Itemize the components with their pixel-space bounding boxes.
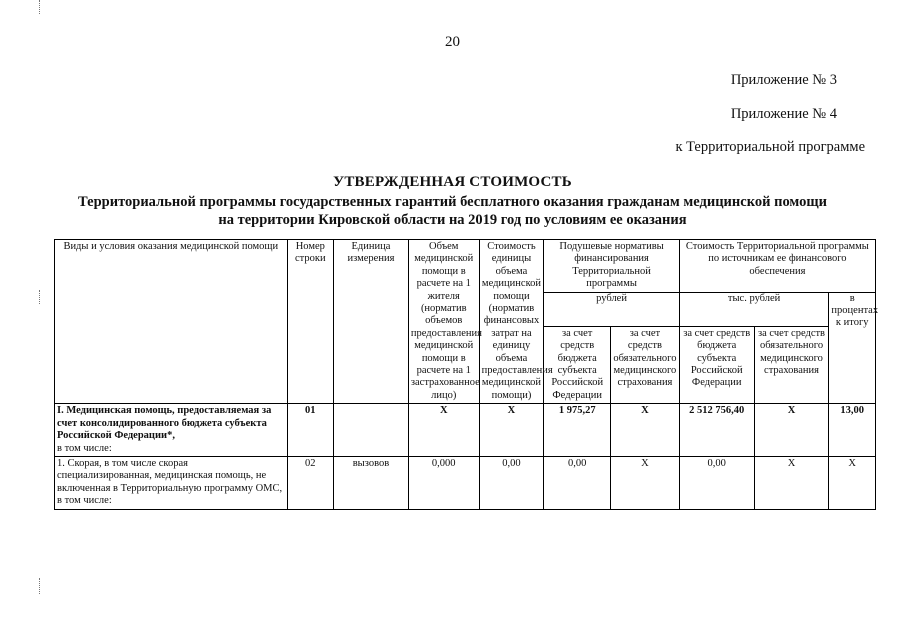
subtitle-line: Территориальной программы государственных гарантий бесплатного оказания гражданам медицинской помощи <box>78 194 827 210</box>
row-number: 01 <box>287 404 334 457</box>
row-unit <box>334 404 409 457</box>
header-percent: в процентах к итогу <box>829 292 876 404</box>
header-cost-by-source: Стоимость Территориальной программы по источникам ее финансового обеспечения <box>679 240 875 293</box>
header-row <box>55 240 876 293</box>
cost-table <box>54 239 879 510</box>
row-unit-cost: 0,00 <box>479 456 544 509</box>
row-volume: 0,000 <box>408 456 479 509</box>
row-per-capita-oms: X <box>611 456 680 509</box>
row-per-capita-budget: 1 975,27 <box>544 404 611 457</box>
row-cost-budget: 2 512 756,40 <box>679 404 754 457</box>
row-name-cell <box>55 404 288 457</box>
page-number: 20 <box>445 34 460 50</box>
header-unit-cost: Стоимость единицы объема медицинской помощи (норматив финансовых затрат на единицу объема предоставления медицинской помощи) <box>479 240 544 404</box>
margin-mark <box>39 578 40 594</box>
table-row <box>55 456 876 509</box>
document-subtitle <box>30 193 875 229</box>
header-unit: Единица измерения <box>334 240 409 404</box>
row-name: I. Медицинская помощь, предоставляемая за счет консолидированного бюджета субъекта Российской Федерации*, <box>57 405 272 442</box>
row-name: 1. Скорая, в том числе скорая специализированная, медицинская помощь, не включенная в Территориальную программу ОМС, в том числе: <box>55 456 288 509</box>
table-row <box>55 404 876 457</box>
header-cost-budget: за счет средств бюджета субъекта Российской Федерации <box>679 326 754 403</box>
header-row-number: Номер строки <box>287 240 334 404</box>
row-per-capita-budget: 0,00 <box>544 456 611 509</box>
row-per-capita-oms: X <box>611 404 680 457</box>
unit-thousand-rubles: тыс. рублей <box>679 292 829 326</box>
header-per-capita: Подушевые нормативы финансирования Территориальной программы <box>544 240 679 293</box>
row-unit-cost: X <box>479 404 544 457</box>
unit-rubles: рублей <box>544 292 679 326</box>
row-volume: X <box>408 404 479 457</box>
row-cost-oms: X <box>754 456 829 509</box>
row-name-note: в том числе: <box>57 442 112 454</box>
header-volume: Объем медицинской помощи в расчете на 1 жителя (норматив объемов предоставления медицинской помощи в расчете на 1 застрахованное лицо) <box>408 240 479 404</box>
appendix-3-label: Приложение № 3 <box>730 72 837 88</box>
header-kinds: Виды и условия оказания медицинской помощи <box>55 240 288 404</box>
row-percent: 13,00 <box>829 404 876 457</box>
row-cost-budget: 0,00 <box>679 456 754 509</box>
subtitle-line: на территории Кировской области на 2019 год по условиям ее оказания <box>218 212 687 228</box>
appendix-reference: к Территориальной программе <box>675 139 865 155</box>
header-per-capita-budget: за счет средств бюджета субъекта Российской Федерации <box>544 326 611 403</box>
margin-mark <box>39 0 40 14</box>
row-percent: X <box>829 456 876 509</box>
appendix-4-label: Приложение № 4 <box>730 106 837 122</box>
header-cost-oms: за счет средств обязательного медицинского страхования <box>754 326 829 403</box>
margin-mark <box>39 290 40 304</box>
row-cost-oms: X <box>754 404 829 457</box>
document-title: УТВЕРЖДЕННАЯ СТОИМОСТЬ <box>333 174 572 190</box>
row-unit: вызовов <box>334 456 409 509</box>
row-number: 02 <box>287 456 334 509</box>
header-per-capita-oms: за счет средств обязательного медицинского страхования <box>611 326 680 403</box>
